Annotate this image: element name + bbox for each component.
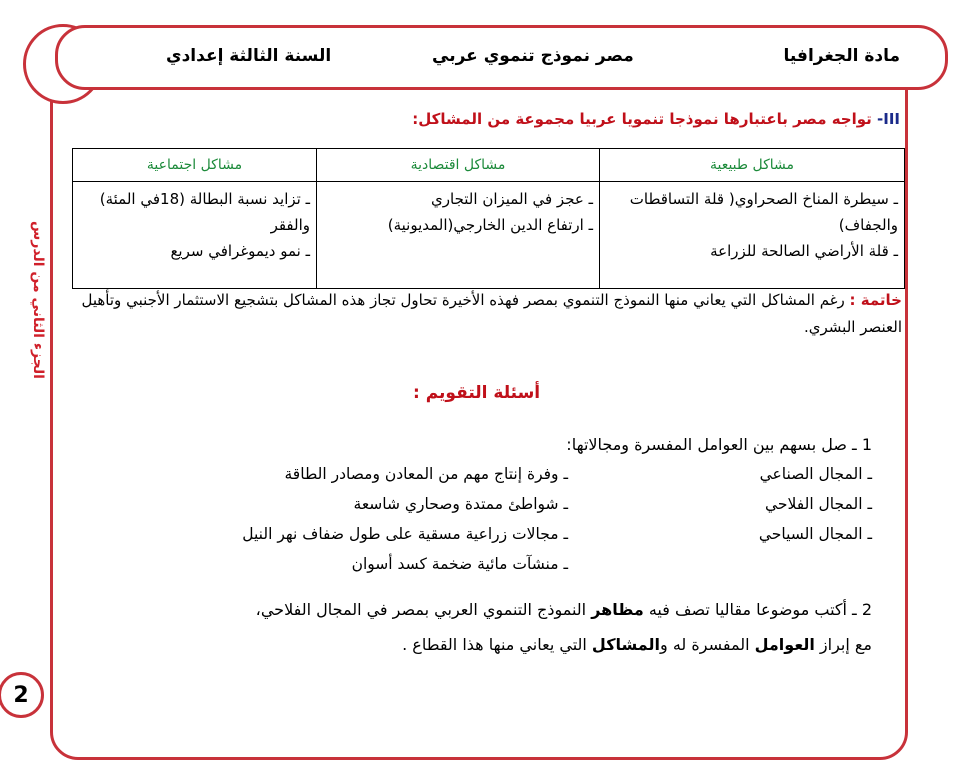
q2-text: التي يعاني منها هذا القطاع . (402, 635, 592, 654)
col-natural-header: مشاكل طبيعية (600, 149, 905, 182)
conclusion (70, 287, 902, 341)
factor-item: ـ مجالات زراعية مسقية على طول ضفاف نهر النيل (242, 525, 568, 543)
col-economic-header: مشاكل اقتصادية (317, 149, 600, 182)
questions-title: أسئلة التقويم : (413, 383, 541, 403)
grade-level: السنة الثالثة إعدادي (166, 46, 332, 66)
q2-text: النموذج التنموي العربي بمصر في المجال الفلاحي، (255, 600, 592, 619)
q2-emphasis: مظاهر (591, 600, 644, 619)
factor-item: ـ شواطئ ممتدة وصحاري شاسعة (353, 495, 568, 513)
q2-text: مع إبراز (814, 635, 872, 654)
list-item: ـ عجز في الميزان التجاري (431, 190, 593, 208)
page-number: 2 (0, 672, 44, 718)
section-intro-text: تواجه مصر باعتبارها نموذجا تنمويا عربيا مجموعة من المشاكل: (412, 110, 878, 128)
table-row (73, 182, 905, 289)
q2-emphasis: العوامل (754, 635, 815, 654)
domain-item: ـ المجال الفلاحي (765, 495, 872, 513)
list-item: ـ ارتفاع الدين الخارجي(المديونية) (387, 216, 593, 234)
list-item: ـ نمو ديموغرافي سريع (170, 242, 310, 260)
section-numeral: III- (877, 110, 900, 128)
factor-item: ـ منشآت مائية ضخمة كسد أسوان (351, 555, 568, 573)
list-item: ـ تزايد نسبة البطالة (18في المئة) والفقر (99, 190, 310, 234)
subject-title: مادة الجغرافيا (783, 46, 900, 66)
economic-problems-cell (317, 182, 600, 289)
question-1-prompt: 1 ـ صل بسهم بين العوامل المفسرة ومجالاتها: (566, 435, 872, 454)
domain-item: ـ المجال السياحي (758, 525, 872, 543)
table-header-row (73, 149, 905, 182)
question-2 (70, 592, 872, 662)
list-item: ـ قلة الأراضي الصالحة للزراعة (710, 242, 898, 260)
factor-item: ـ وفرة إنتاج مهم من المعادن ومصادر الطاقة (284, 465, 568, 483)
q2-text: المفسرة له و (660, 635, 755, 654)
conclusion-label: خاتمة : (849, 291, 902, 309)
list-item: ـ سيطرة المناخ الصحراوي( قلة التساقطات والجفاف) (629, 190, 898, 234)
lesson-title: مصر نموذج تنموي عربي (432, 46, 634, 66)
conclusion-text: رغم المشاكل التي يعاني منها النموذج التنموي بمصر فهذه الأخيرة تحاول تجاز هذه المشاكل بتشجيع الاستثمار الأجنبي وتأهيل العنصر البشري. (81, 291, 902, 336)
natural-problems-cell (600, 182, 905, 289)
side-label: الجزء الثاني من الدرس (30, 221, 46, 379)
section-intro (412, 110, 900, 128)
domain-item: ـ المجال الصناعي (759, 465, 872, 483)
q2-text: 2 ـ أكتب موضوعا مقاليا تصف فيه (643, 600, 872, 619)
q2-emphasis: المشاكل (591, 635, 661, 654)
col-social-header: مشاكل اجتماعية (73, 149, 317, 182)
problems-table (72, 148, 905, 289)
social-problems-cell (73, 182, 317, 289)
